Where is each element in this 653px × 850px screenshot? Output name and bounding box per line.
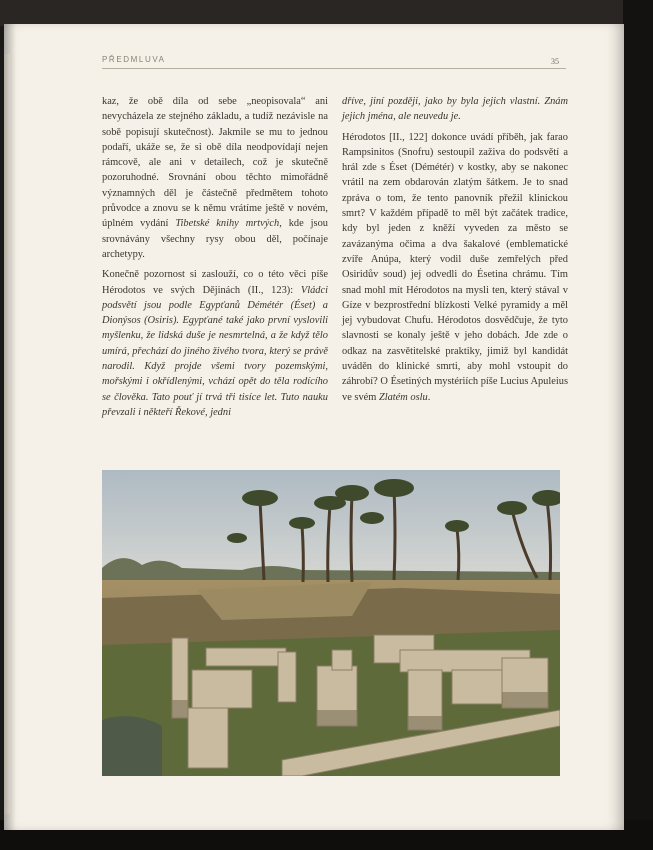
ruins-photo xyxy=(102,470,560,776)
paragraph xyxy=(102,94,328,262)
header-rule xyxy=(102,68,566,69)
paragraph-text: Hérodotos [II., 122] dokonce uvádí příběh, jak farao Rampsinitos (Snofru) sestoupil zaživa do podsvětí a hrál zde s Éset (Démétér) v kostky, aby se nakonec vrátil na zem obdarován zlatým šátkem. Je to snad zpráva o tom, že tento panovník přežil klinickou smrt? V každém případě to měl být začátek tradice, kdy byl jeden z kněží vyveden za město se zavázanýma očima a dva šakalové (emblematické zvíře Anúpa, který vodil duše zemřelých před Osiridův soud) jej odvedli do Ésetina chrámu. Tím snad mohl mít Hérodotos na mysli ten, který stával v Gíze v bezprostřední blízkosti Velké pyramidy a měl jej vybudovat Chufu. Hérodotos dosvědčuje, že tyto slavnosti se konaly ještě v jeho dobách. Jde zde o odkaz na zasvětitelské praktiky, jimiž byl kandidát uváděn do klinické smrti, aby mohl vstoupit do záhrobí? O Ésetiných mystériích píše Lucius Apuleius ve svém xyxy=(342,131,568,403)
book-title: Zlatém oslu xyxy=(378,391,428,403)
paragraph xyxy=(342,130,568,405)
book-page xyxy=(4,24,624,830)
paragraph-text: kaz, že obě díla od sebe „neopisovala“ ani nevycházela ze stejného základu, a tudíž nezávisle na sobě popisují skutečnost). Jakmile se mu to jednou podaří, ukáže se, že si obě díla neodpovídají nejen rámcově, ale ani v detailech, což je skutečně pozoruhodné. Srovnání obou těchto mimořádně významných děl je částečně předmětem tohoto průvodce a znovu se k němu vrátíme ještě v novém, úplném vydání xyxy=(102,96,328,230)
paragraph xyxy=(342,94,568,125)
paragraph-text: . xyxy=(427,391,431,403)
scan-border-top xyxy=(0,0,653,26)
scan-border-right xyxy=(623,0,653,850)
quotation: Vládci podsvětí jsou podle Egypťanů Démétér (Éset) a Dionýsos (Osiris). Egypťané také jako první vyslovili myšlenku, že lidská duše je nesmrtelná, a že když tělo umírá, přechází do jiného živého tvora, který se právě narodil. Když projde všemi tvory pozemskými, mořskými i okřídlenými, vchází opět do těla rodícího se člověka. Tato pouť jí trvá tři tisíce let. Tuto nauku převzali i někteří Řekové, jedni xyxy=(102,284,328,418)
paragraph-text: , kde jsou srovnávány všechny rysy obou děl, počínaje archetypy. xyxy=(102,218,328,260)
puddle xyxy=(102,716,162,776)
ruins-illustration xyxy=(102,470,560,776)
paragraph-text: Konečně pozornost si zaslouží, co o této věci píše Hérodotos ve svých Dějinách (II., 123): xyxy=(102,269,328,296)
running-head: PŘEDMLUVA xyxy=(102,55,166,64)
quotation: dříve, jiní později, jako by byla jejich vlastní. Znám jejich jména, ale neuvedu je. xyxy=(342,96,568,123)
text-column-left xyxy=(102,94,328,420)
paragraph xyxy=(102,267,328,420)
text-column-right xyxy=(342,94,568,405)
book-title: Tibetské knihy mrtvých xyxy=(175,218,280,230)
gutter-shadow xyxy=(4,24,16,830)
page-number: 35 xyxy=(551,57,559,66)
